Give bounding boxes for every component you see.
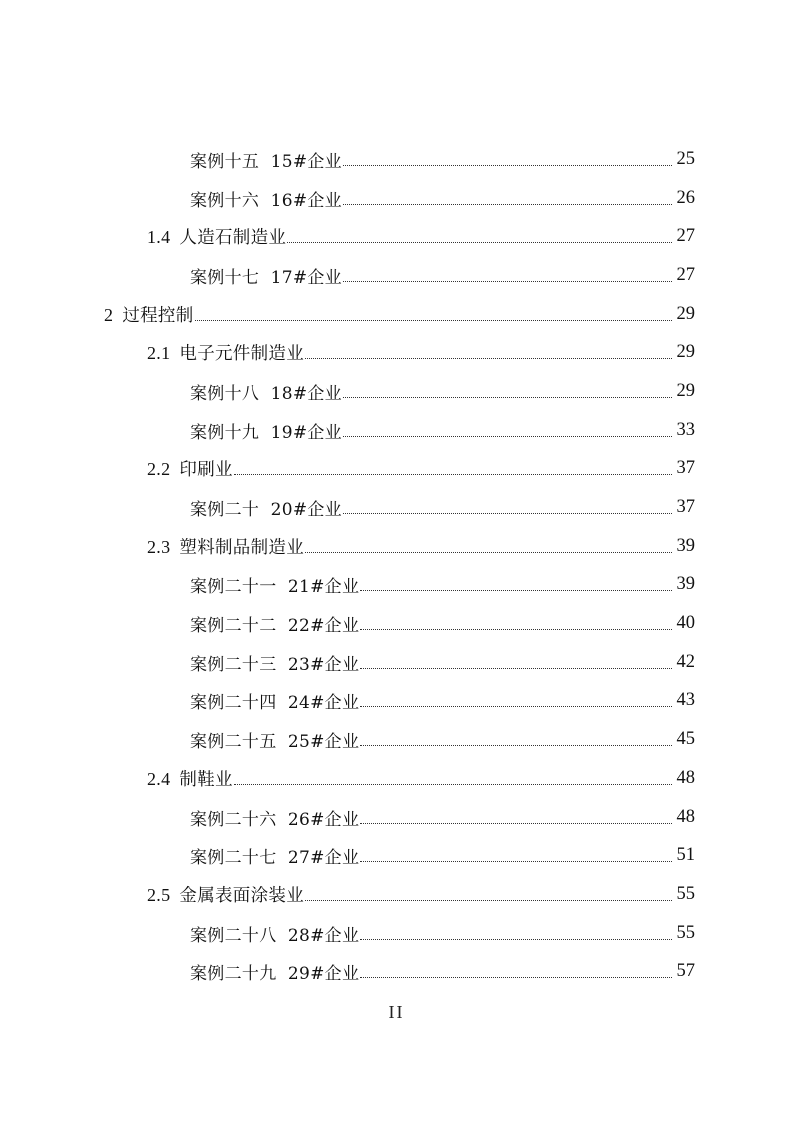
toc-entry[interactable]	[0, 875, 793, 914]
toc-entry[interactable]	[0, 914, 793, 953]
toc-entry[interactable]	[0, 488, 793, 527]
toc-entry-title	[147, 766, 233, 791]
toc-page-number: 29	[676, 380, 695, 401]
toc-page-number: 27	[676, 264, 695, 285]
dot-leader	[360, 823, 672, 824]
toc-entry-label: 案例十六 16#企业	[190, 190, 342, 211]
toc-entry-label: 案例二十九 29#企业	[190, 964, 360, 985]
toc-section-number: 2.3	[147, 536, 171, 557]
toc-entry-label: 制鞋业	[179, 769, 233, 790]
toc-page-number: 57	[676, 961, 695, 982]
dot-leader	[360, 706, 672, 707]
toc-page-number: 39	[676, 535, 695, 556]
toc-entry-title	[104, 302, 194, 327]
toc-page-number: 43	[676, 690, 695, 711]
dot-leader	[234, 474, 672, 475]
toc-entry-label: 案例二十四 24#企业	[190, 693, 360, 714]
toc-entry-title	[190, 959, 359, 984]
dot-leader	[360, 590, 672, 591]
toc-entry-label: 案例二十 20#企业	[190, 500, 342, 521]
toc-entry[interactable]	[0, 450, 793, 489]
dot-leader	[360, 939, 672, 940]
toc-page-number: 48	[676, 767, 695, 788]
toc-entry[interactable]	[0, 411, 793, 450]
toc-entry-title	[190, 572, 359, 597]
toc-entry-title	[190, 418, 342, 443]
toc-page-number: 29	[676, 342, 695, 363]
dot-leader	[343, 397, 672, 398]
toc-entry[interactable]	[0, 333, 793, 372]
toc-section-number: 2.5	[147, 884, 171, 905]
toc-entry[interactable]	[0, 604, 793, 643]
dot-leader	[305, 900, 672, 901]
toc-entry[interactable]	[0, 527, 793, 566]
toc-entry-label: 案例十八 18#企业	[190, 383, 342, 404]
toc-entry[interactable]	[0, 256, 793, 295]
toc-page-number: 48	[676, 806, 695, 827]
toc-entry-title	[147, 534, 304, 559]
dot-leader	[343, 436, 672, 437]
toc-entry-label: 案例二十七 27#企业	[190, 848, 360, 869]
dot-leader	[343, 513, 672, 514]
toc-entry-title	[190, 379, 342, 404]
toc-entry-title	[190, 611, 359, 636]
toc-page-number: 42	[676, 651, 695, 672]
dot-leader	[343, 204, 672, 205]
toc-entry[interactable]	[0, 720, 793, 759]
toc-entry[interactable]	[0, 295, 793, 334]
toc-entry-title	[147, 456, 233, 481]
toc-entry-title	[190, 147, 342, 172]
toc-page-number: 33	[676, 419, 695, 440]
toc-entry-label: 案例二十六 26#企业	[190, 809, 360, 830]
toc-entry-title	[190, 805, 359, 830]
toc-entry[interactable]	[0, 682, 793, 721]
toc-section-number: 2	[104, 304, 114, 325]
toc-page-number: 25	[676, 148, 695, 169]
toc-section-number: 2.4	[147, 768, 171, 789]
toc-entry-label: 案例十五 15#企业	[190, 151, 342, 172]
toc-entry-label: 案例十九 19#企业	[190, 422, 342, 443]
toc-entry-label: 案例二十一 21#企业	[190, 577, 360, 598]
toc-page-number: 55	[676, 922, 695, 943]
toc-entry-title	[147, 882, 304, 907]
toc-entry[interactable]	[0, 836, 793, 875]
toc-page-number: 40	[676, 613, 695, 634]
dot-leader	[195, 320, 672, 321]
dot-leader	[305, 552, 672, 553]
toc-entry[interactable]	[0, 798, 793, 837]
dot-leader	[305, 358, 672, 359]
toc-entry-label: 人造石制造业	[179, 228, 287, 249]
toc-page-number: 45	[676, 729, 695, 750]
toc-entry[interactable]	[0, 566, 793, 605]
toc-page-number: 37	[676, 458, 695, 479]
dot-leader	[287, 242, 672, 243]
toc-entry-title	[190, 688, 359, 713]
toc-entry[interactable]	[0, 759, 793, 798]
toc-page-number: 37	[676, 497, 695, 518]
toc-page-number: 29	[676, 303, 695, 324]
toc-entry-label: 案例二十三 23#企业	[190, 654, 360, 675]
toc-entry-label: 电子元件制造业	[179, 344, 305, 365]
toc-entry-label: 案例二十八 28#企业	[190, 925, 360, 946]
toc-entry[interactable]	[0, 643, 793, 682]
page-number-footer: II	[388, 1002, 405, 1022]
toc-entry-title	[190, 495, 342, 520]
toc-entry-label: 印刷业	[179, 460, 233, 481]
toc-entry-label: 案例十七 17#企业	[190, 267, 342, 288]
table-of-contents	[0, 140, 793, 991]
toc-page-number: 39	[676, 574, 695, 595]
dot-leader	[360, 977, 672, 978]
toc-entry-title	[147, 340, 304, 365]
toc-entry-label: 过程控制	[122, 305, 194, 326]
dot-leader	[360, 668, 672, 669]
toc-entry[interactable]	[0, 952, 793, 991]
toc-entry-title	[190, 650, 359, 675]
dot-leader	[343, 165, 672, 166]
toc-page-number: 26	[676, 187, 695, 208]
toc-entry-label: 塑料制品制造业	[179, 537, 305, 558]
toc-section-number: 1.4	[147, 227, 171, 248]
dot-leader	[360, 745, 672, 746]
toc-entry-title	[190, 921, 359, 946]
dot-leader	[360, 861, 672, 862]
toc-entry[interactable]	[0, 217, 793, 256]
toc-page-number: 27	[676, 226, 695, 247]
dot-leader	[343, 281, 672, 282]
toc-entry-label: 案例二十五 25#企业	[190, 732, 360, 753]
toc-entry-label: 案例二十二 22#企业	[190, 616, 360, 637]
toc-entry-title	[190, 263, 342, 288]
toc-entry-title	[190, 186, 342, 211]
toc-entry-label: 金属表面涂装业	[179, 885, 305, 906]
dot-leader	[360, 629, 672, 630]
toc-entry-title	[190, 727, 359, 752]
toc-section-number: 2.2	[147, 459, 171, 480]
toc-page-number: 55	[676, 883, 695, 904]
toc-entry-title	[190, 843, 359, 868]
toc-entry[interactable]	[0, 372, 793, 411]
toc-page-number: 51	[676, 845, 695, 866]
toc-section-number: 2.1	[147, 343, 171, 364]
toc-entry-title	[147, 224, 286, 249]
dot-leader	[234, 784, 672, 785]
toc-entry[interactable]	[0, 140, 793, 179]
toc-entry[interactable]	[0, 179, 793, 218]
